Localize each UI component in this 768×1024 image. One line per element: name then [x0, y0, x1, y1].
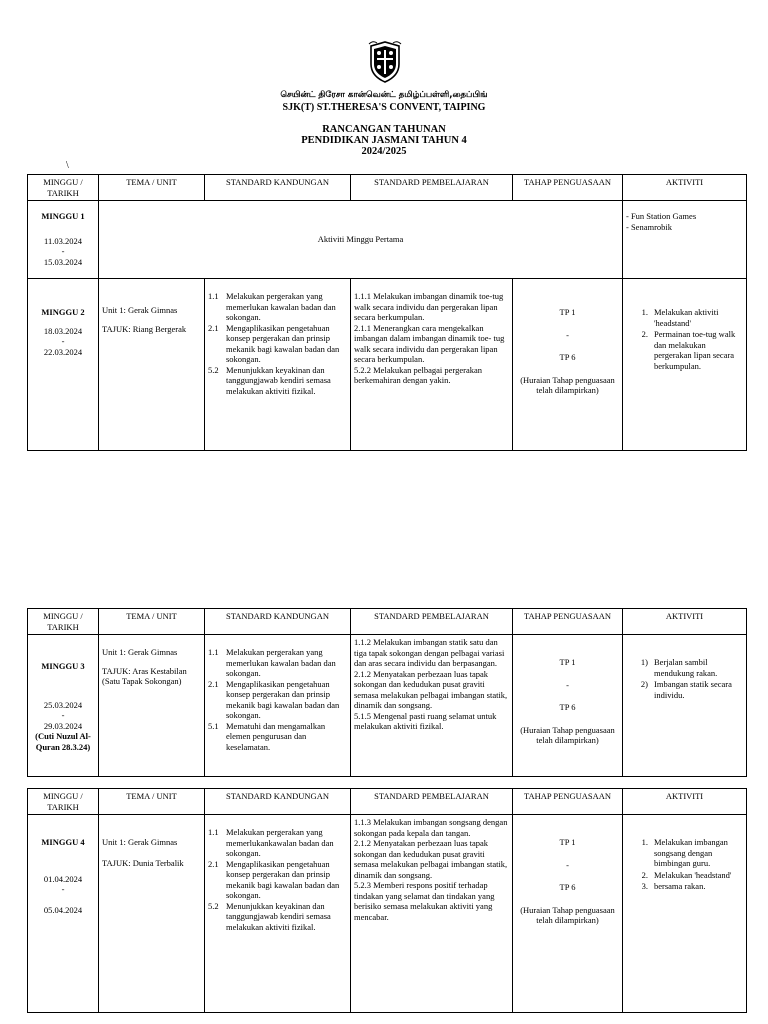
week-cell: [28, 815, 99, 1013]
sk-list: [208, 291, 347, 396]
activity-item: [626, 881, 743, 892]
week-label: MINGGU 1: [41, 211, 85, 221]
table-row-week1: [28, 201, 747, 279]
activity-number: 2.: [641, 869, 648, 880]
sk-item-text: Mengaplikasikan pengetahuan konsep pergerakan dan prinsip mekanik bagi kawalan badan dan sokongan.: [226, 322, 340, 364]
sk-item-text: Mengaplikasikan pengetahuan konsep pergerakan dan prinsip mekanik bagi kawalan badan dan sokongan.: [226, 678, 340, 720]
sk-item: [208, 679, 347, 721]
sp-item: 2.1.1 Menerangkan cara mengekalkan imbangan dalam imbangan dinamik toe- tug walk secara individu dan pergerakan lipan secara berkumpulan.: [354, 322, 505, 364]
tajuk-label: TAJUK: Dunia Terbalik: [102, 857, 184, 868]
sk-item: [208, 323, 347, 365]
tp-to: TP 6: [559, 352, 576, 362]
col-week: MINGGU / TARIKH: [28, 175, 99, 201]
table-header-row: [28, 175, 747, 201]
sk-item-number: 1.1: [208, 827, 219, 837]
school-crest-logo: [368, 40, 402, 84]
week1-content: Aktiviti Minggu Pertama: [99, 201, 623, 279]
sk-cell: [205, 635, 351, 777]
sk-item-number: 5.2: [208, 364, 219, 375]
sp-cell: [351, 815, 513, 1013]
activity-text: Melakukan aktiviti 'headstand': [654, 307, 719, 328]
sk-item-text: Menunjukkan keyakinan dan tanggungjawab kendiri semasa melakukan aktiviti fizikal.: [226, 364, 331, 396]
tp-cell: [513, 815, 623, 1013]
plan-table-2: [27, 608, 747, 777]
sk-cell: [205, 815, 351, 1013]
col-tp: TAHAP PENGUASAAN: [513, 789, 623, 815]
sk-item-text: Mematuhi dan mengamalkan elemen pengurusan dan keselamatan.: [226, 720, 326, 752]
tp-to: TP 6: [559, 702, 576, 712]
activity-list: [626, 657, 743, 700]
activity-item: - Senamrobik: [626, 221, 673, 232]
document-title: [0, 124, 768, 157]
col-sk: STANDARD KANDUNGAN: [205, 789, 351, 815]
tp-dash: -: [566, 859, 569, 870]
date-from: 01.04.2024: [43, 873, 83, 884]
plan-table-1: [27, 174, 747, 451]
col-tp: TAHAP PENGUASAAN: [513, 175, 623, 201]
col-theme: TEMA / UNIT: [99, 789, 205, 815]
sp-item: 2.1.2 Menyatakan perbezaan luas tapak sokongan dan kedudukan pusat graviti semasa melakukan pelbagai imbangan statik, dinamik dan songsang.: [354, 668, 508, 710]
table-header-row: [28, 609, 747, 635]
sk-item-number: 1.1: [208, 647, 219, 657]
sk-cell: [205, 279, 351, 451]
plan-table-3: [27, 788, 747, 1013]
sk-item-number: 5.1: [208, 720, 219, 731]
date-to: 15.03.2024: [43, 256, 83, 267]
sp-item: 1.1.3 Melakukan imbangan songsang dengan sokongan pada kepala dan tangan.: [354, 817, 508, 838]
theme-cell: [99, 279, 205, 451]
table-row-week4: [28, 815, 747, 1013]
tp-cell: [513, 279, 623, 451]
unit-label: Unit 1: Gerak Gimnas: [102, 305, 178, 315]
col-sp: STANDARD PEMBELAJARAN: [351, 175, 513, 201]
activity-item: - Fun Station Games: [626, 211, 697, 221]
sk-item-text: Mengaplikasikan pengetahuan konsep pergerakan dan prinsip mekanik bagi kawalan badan dan sokongan.: [226, 858, 340, 900]
sk-item-number: 1.1: [208, 291, 219, 301]
activity-number: 1.: [641, 837, 648, 847]
sp-list: [354, 291, 509, 386]
tp-from: TP 1: [559, 307, 576, 317]
sp-item: 2.1.2 Menyatakan perbezaan luas tapak sokongan dan kedudukan pusat graviti semasa melakukan pelbagai imbangan statik, dinamik dan songsang.: [354, 838, 508, 880]
date-from: 25.03.2024: [43, 699, 83, 710]
col-week: MINGGU / TARIKH: [28, 609, 99, 635]
sp-list: [354, 817, 509, 922]
col-activity: AKTIVITI: [623, 789, 747, 815]
sp-item: 5.2.2 Melakukan pelbagai pergerakan berkemahiran dengan yakin.: [354, 364, 483, 385]
sk-item-number: 5.2: [208, 900, 219, 911]
sk-item: [208, 365, 347, 397]
sk-item-text: Melakukan pergerakan yang memerlukankawalan badan dan sokongan.: [226, 827, 334, 858]
sk-item-number: 2.1: [208, 322, 219, 333]
activity-number: 1): [640, 657, 648, 667]
tajuk-sub: (Satu Tapak Sokongan): [102, 676, 182, 686]
sp-list: [354, 637, 509, 732]
tp-dash: -: [566, 329, 569, 340]
tp-note: (Huraian Tahap penguasaan telah dilampirkan): [520, 904, 615, 925]
col-theme: TEMA / UNIT: [99, 609, 205, 635]
activity-cell: [623, 279, 747, 451]
school-name: SJK(T) ST.THERESA'S CONVENT, TAIPING: [282, 102, 486, 113]
activity-text: Melakukan imbangan songsang dengan bimbingan guru.: [654, 837, 728, 868]
tp-cell: [513, 635, 623, 777]
title-year: 2024/2025: [361, 146, 407, 157]
sk-item: [208, 859, 347, 901]
date-dash: -: [61, 336, 65, 346]
stray-mark: \: [66, 160, 69, 171]
activity-item: [626, 870, 743, 881]
sk-list: [208, 647, 347, 752]
activity-cell: [623, 201, 747, 279]
date-dash: -: [61, 246, 65, 256]
week-cell: [28, 279, 99, 451]
title-line-1: RANCANGAN TAHUNAN: [322, 124, 446, 135]
sk-item-number: 2.1: [208, 858, 219, 869]
tp-note: (Huraian Tahap penguasaan telah dilampirkan): [520, 724, 615, 745]
sk-item-number: 2.1: [208, 678, 219, 689]
sk-item-text: Melakukan pergerakan yang memerlukan kawalan badan dan sokongan.: [226, 647, 336, 678]
activity-cell: [623, 635, 747, 777]
theme-cell: [99, 635, 205, 777]
col-sk: STANDARD KANDUNGAN: [205, 175, 351, 201]
title-line-2: PENDIDIKAN JASMANI TAHUN 4: [301, 135, 467, 146]
activity-text: Permainan toe-tug walk dan melakukan pergerakan lipan secara berkumpulan.: [654, 329, 736, 371]
sp-cell: [351, 635, 513, 777]
date-dash: -: [61, 710, 65, 720]
table-row-week3: [28, 635, 747, 777]
sk-item: [208, 721, 347, 753]
week-cell: [28, 635, 99, 777]
sp-item: 1.1.1 Melakukan imbangan dinamik toe-tug walk secara individu dan pergerakan lipan secara berkumpulan.: [354, 291, 504, 322]
col-week: MINGGU / TARIKH: [28, 789, 99, 815]
activity-number: 1.: [641, 307, 648, 317]
tp-dash: -: [566, 679, 569, 690]
activity-text: Imbangan statik secara individu.: [654, 679, 732, 700]
activity-text: Berjalan sambil mendukung rakan.: [654, 657, 718, 678]
sk-item: [208, 827, 347, 859]
col-sp: STANDARD PEMBELAJARAN: [351, 609, 513, 635]
activity-item: [626, 329, 743, 371]
sp-item: 5.2.3 Memberi respons positif terhadap tindakan yang selamat dan tindakan yang berisiko semasa melakukan aktiviti yang mencabar.: [354, 880, 495, 922]
date-to: 05.04.2024: [43, 904, 83, 915]
date-from: 18.03.2024: [43, 325, 83, 336]
holiday-note: (Cuti Nuzul Al-Quran 28.3.24): [35, 731, 91, 752]
sp-item: 5.1.5 Mengenal pasti ruang selamat untuk melakukan aktiviti fizikal.: [354, 710, 497, 731]
sk-item-text: Melakukan pergerakan yang memerlukan kawalan badan dan sokongan.: [226, 291, 336, 322]
col-sp: STANDARD PEMBELAJARAN: [351, 789, 513, 815]
theme-cell: [99, 815, 205, 1013]
activity-item: [626, 679, 743, 700]
activity-list: [626, 307, 743, 371]
sk-item: [208, 901, 347, 933]
tajuk-label: TAJUK: Riang Bergerak: [102, 323, 187, 334]
activity-item: [626, 657, 743, 678]
sp-item: 1.1.2 Melakukan imbangan statik satu dan tiga tapak sokongan dengan pelbagai variasi dan aras secara individu dan berpasangan.: [354, 637, 505, 668]
date-to: 22.03.2024: [43, 346, 83, 357]
week-label: MINGGU 3: [41, 661, 85, 671]
activity-text: Melakukan 'headstand': [654, 869, 732, 880]
col-sk: STANDARD KANDUNGAN: [205, 609, 351, 635]
col-theme: TEMA / UNIT: [99, 175, 205, 201]
week-label: MINGGU 4: [41, 837, 85, 847]
table-row-week2: [28, 279, 747, 451]
col-activity: AKTIVITI: [623, 175, 747, 201]
activity-list: [626, 837, 743, 892]
date-to: 29.03.2024: [43, 720, 83, 731]
tp-to: TP 6: [559, 882, 576, 892]
sp-cell: [351, 279, 513, 451]
week-label: MINGGU 2: [41, 307, 85, 317]
activity-text: bersama rakan.: [654, 881, 706, 891]
sk-item: [208, 647, 347, 679]
sk-item-text: Menunjukkan keyakinan dan tanggungjawab kendiri semasa melakukan aktiviti fizikal.: [226, 900, 331, 932]
unit-label: Unit 1: Gerak Gimnas: [102, 837, 178, 847]
tp-from: TP 1: [559, 657, 576, 667]
date-dash: -: [61, 884, 65, 894]
school-name-tamil: செயின்ட் திரேசா கான்வென்ட் தமிழ்ப்பள்ளி,தைப்பிங்: [280, 90, 488, 100]
tp-from: TP 1: [559, 837, 576, 847]
table-header-row: [28, 789, 747, 815]
tp-note: (Huraian Tahap penguasaan telah dilampirkan): [520, 374, 615, 395]
col-activity: AKTIVITI: [623, 609, 747, 635]
date-from: 11.03.2024: [44, 235, 82, 246]
week-cell: [28, 201, 99, 279]
unit-label: Unit 1: Gerak Gimnas: [102, 647, 178, 657]
sk-item: [208, 291, 347, 323]
activity-cell: [623, 815, 747, 1013]
col-tp: TAHAP PENGUASAAN: [513, 609, 623, 635]
activity-item: [626, 837, 743, 869]
sk-list: [208, 827, 347, 932]
activity-item: [626, 307, 743, 328]
activity-number: 2): [640, 679, 648, 689]
tajuk-label: TAJUK: Aras Kestabilan: [102, 665, 187, 676]
activity-number: 3.: [641, 881, 648, 891]
activity-number: 2.: [641, 329, 648, 339]
